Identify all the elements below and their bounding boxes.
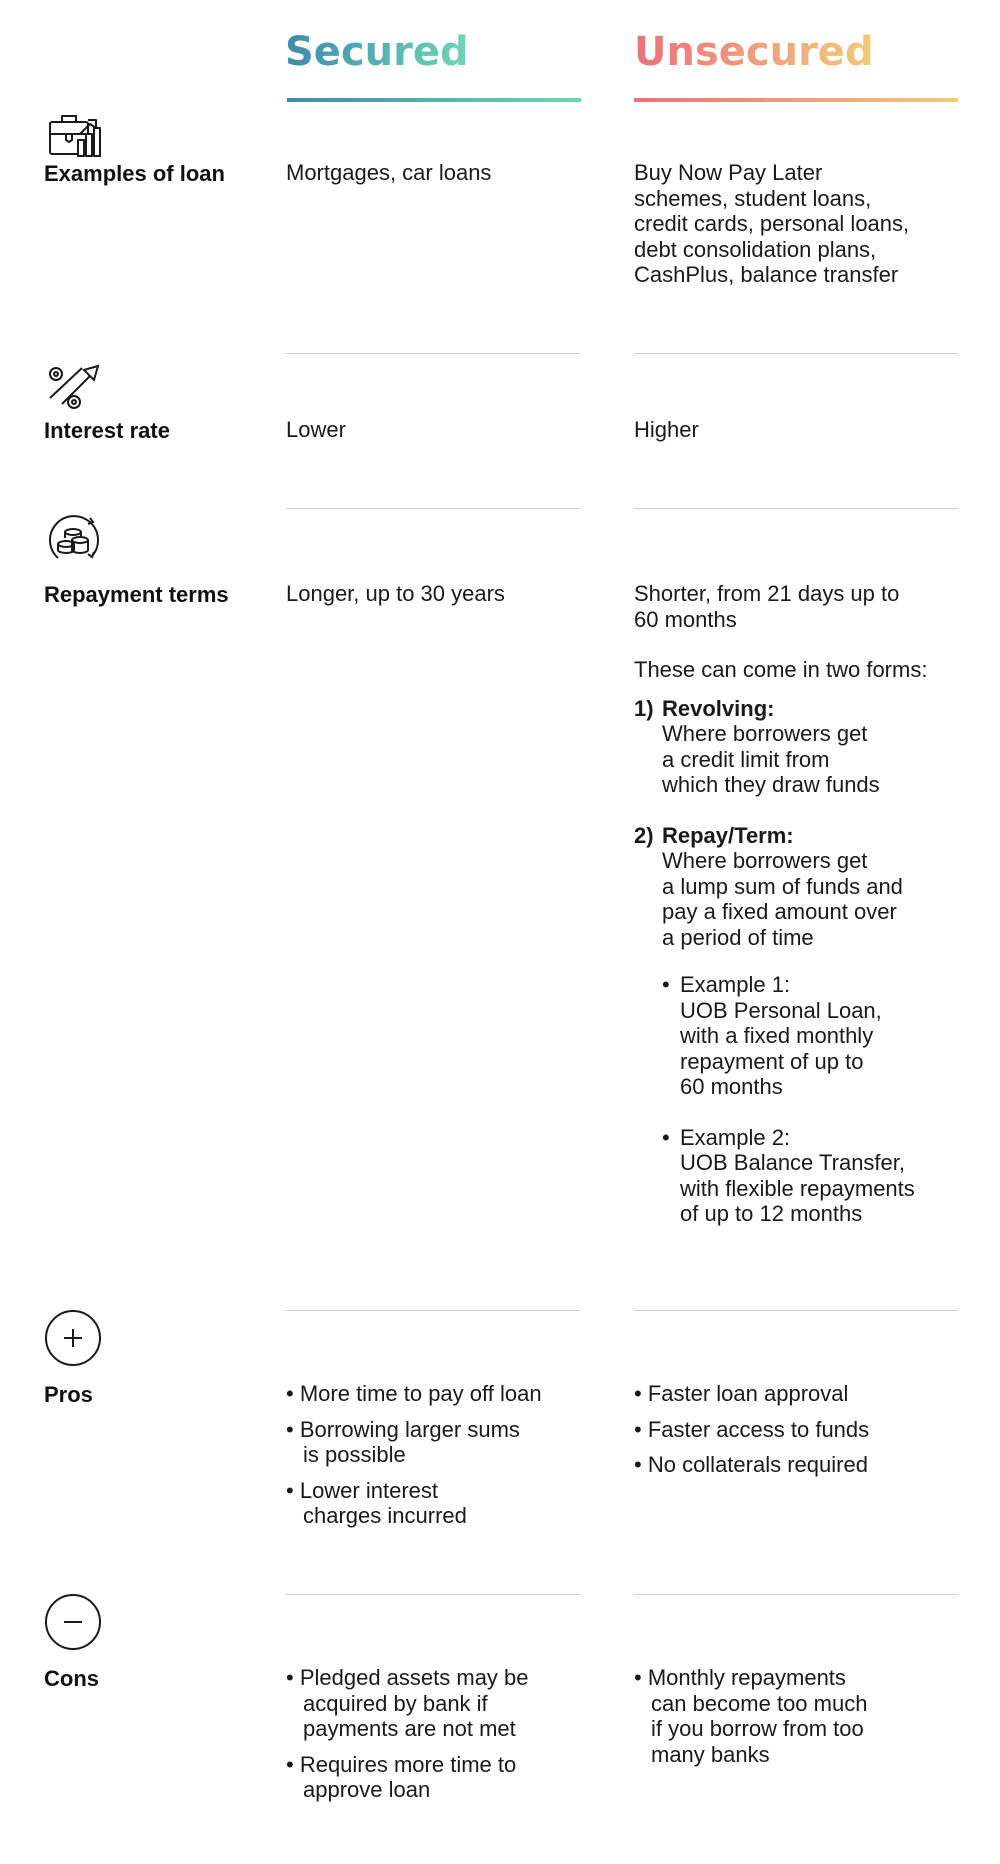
- text-line: charges incurred: [303, 1503, 467, 1528]
- column-heading-unsecured: Unsecured: [634, 29, 874, 75]
- text-line: 60 months: [634, 606, 737, 632]
- form-title: Revolving:: [662, 695, 775, 721]
- text-line: repayment of up to: [680, 1048, 864, 1074]
- text-line: with a fixed monthly: [680, 1023, 874, 1048]
- text-line: many banks: [651, 1741, 770, 1767]
- text-line: No collaterals required: [647, 1452, 868, 1477]
- text-line: Pledged assets may be: [299, 1665, 529, 1690]
- text-line: credit cards, personal loans,: [634, 211, 910, 236]
- row-divider: [286, 1310, 580, 1311]
- secured-heading-underline: [287, 98, 581, 102]
- plus-circle-icon: [44, 1309, 102, 1367]
- text-line: Faster access to funds: [647, 1416, 870, 1442]
- text-line: More time to pay off loan: [299, 1381, 542, 1406]
- text-line: UOB Balance Transfer,: [680, 1150, 905, 1175]
- text-line: with flexible repayments: [680, 1175, 915, 1201]
- text-line: Shorter, from 21 days up to: [634, 581, 900, 606]
- row-label-repayment: Repayment terms: [44, 582, 229, 607]
- bullet: •: [662, 1124, 670, 1150]
- text-line: of up to 12 months: [680, 1201, 863, 1226]
- row-divider: [634, 353, 958, 354]
- form-number: 2): [634, 822, 654, 848]
- text-line: Where borrowers get: [662, 721, 868, 746]
- row-label-pros: Pros: [44, 1382, 93, 1407]
- form-number: 1): [634, 695, 654, 721]
- text-line: schemes, student loans,: [634, 185, 872, 211]
- interest-secured: Lower: [286, 417, 346, 442]
- text-line: Requires more time to: [299, 1751, 517, 1777]
- bullet: •: [662, 972, 670, 997]
- text-line: Example 2:: [680, 1124, 791, 1150]
- text-line: CashPlus, balance transfer: [634, 262, 899, 287]
- text-line: a period of time: [662, 924, 814, 950]
- list-item: • Faster access to funds: [634, 1416, 870, 1442]
- row-divider: [286, 1594, 580, 1595]
- forms-intro: These can come in two forms:: [634, 657, 928, 682]
- pros-unsecured: [634, 1381, 964, 1478]
- example-1: [662, 972, 915, 1100]
- text-line: Faster loan approval: [647, 1381, 849, 1406]
- form-title: Repay/Term:: [662, 822, 794, 848]
- repayment-unsecured: [634, 581, 964, 1227]
- briefcase-chart-icon: [44, 108, 102, 166]
- text-line: 60 months: [680, 1074, 783, 1099]
- row-divider: [634, 1310, 958, 1311]
- row-divider: [286, 508, 580, 509]
- list-item: • Faster loan approval: [634, 1381, 849, 1406]
- coins-cycle-icon: [44, 510, 102, 568]
- list-item: • Monthly repayments can become too much if you borrow from too many banks: [634, 1665, 868, 1767]
- text-line: a credit limit from: [662, 746, 830, 772]
- text-line: Lower interest: [299, 1477, 439, 1503]
- row-label-cons: Cons: [44, 1666, 99, 1691]
- row-divider: [286, 353, 580, 354]
- list-item: • More time to pay off loan: [286, 1381, 542, 1406]
- examples-unsecured: [634, 160, 964, 288]
- text-line: Where borrowers get: [662, 848, 868, 873]
- text-line: Borrowing larger sums: [299, 1416, 520, 1442]
- text-line: if you borrow from too: [651, 1716, 864, 1741]
- text-line: can become too much: [651, 1690, 868, 1716]
- examples-secured: Mortgages, car loans: [286, 160, 492, 185]
- interest-unsecured: Higher: [634, 417, 699, 442]
- form-repay-term: [634, 823, 964, 1227]
- text-line: payments are not met: [303, 1716, 516, 1741]
- text-line: is possible: [303, 1442, 406, 1467]
- pros-secured: [286, 1381, 586, 1529]
- row-divider: [634, 508, 958, 509]
- cons-secured: [286, 1665, 586, 1803]
- list-item: • No collaterals required: [634, 1452, 868, 1477]
- list-item: • Borrowing larger sums is possible: [286, 1416, 520, 1467]
- form-revolving: [634, 696, 964, 798]
- example-2: [662, 1125, 915, 1227]
- percent-arrow-icon: [44, 362, 102, 420]
- row-divider: [634, 1594, 958, 1595]
- list-item: • Requires more time to approve loan: [286, 1751, 517, 1802]
- cons-unsecured: [634, 1665, 964, 1767]
- text-line: Example 1:: [680, 972, 791, 997]
- row-label-interest: Interest rate: [44, 418, 170, 443]
- text-line: a lump sum of funds and: [662, 873, 903, 899]
- text-line: acquired by bank if: [303, 1690, 488, 1716]
- repayment-secured: Longer, up to 30 years: [286, 581, 505, 606]
- text-line: debt consolidation plans,: [634, 236, 877, 262]
- text-line: Buy Now Pay Later: [634, 160, 823, 185]
- text-line: pay a fixed amount over: [662, 899, 897, 924]
- column-heading-secured: Secured: [285, 29, 469, 75]
- list-item: • Pledged assets may be acquired by bank if payments are not met: [286, 1665, 529, 1741]
- list-item: • Lower interest charges incurred: [286, 1477, 467, 1528]
- unsecured-heading-underline: [634, 98, 958, 102]
- text-line: approve loan: [303, 1777, 431, 1802]
- row-label-examples: Examples of loan: [44, 161, 225, 186]
- text-line: which they draw funds: [662, 772, 880, 797]
- text-line: UOB Personal Loan,: [680, 997, 882, 1023]
- text-line: Monthly repayments: [647, 1665, 846, 1690]
- minus-circle-icon: [44, 1593, 102, 1651]
